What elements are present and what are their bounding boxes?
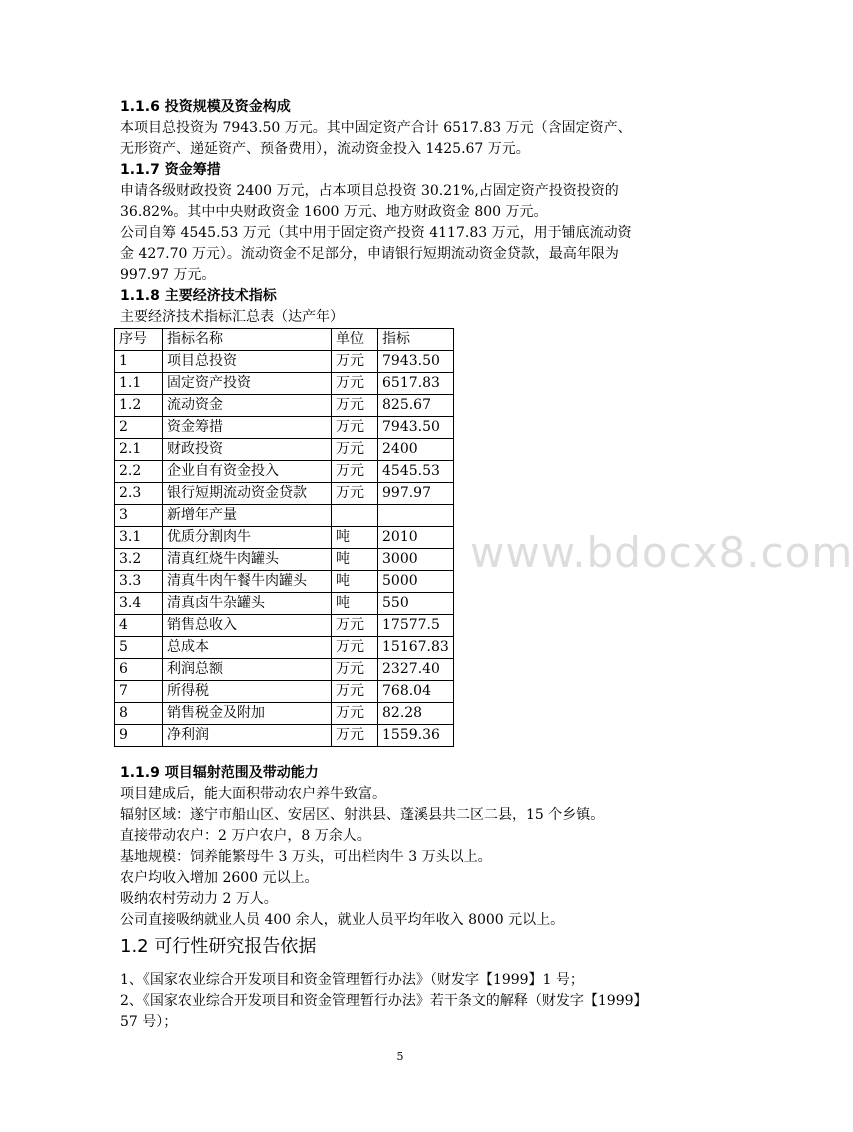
paragraph-line: 2、《国家农业综合开发项目和资金管理暂行办法》若干条文的解释（财发字【1999】: [120, 993, 648, 1009]
table-cell: 17577.5: [378, 615, 454, 637]
table-caption: 主要经济技术指标汇总表（达产年）: [120, 309, 344, 325]
paragraph-line: 57 号）；: [120, 1014, 178, 1030]
table-cell: 新增年产量: [163, 505, 332, 527]
table-cell: 82.28: [378, 703, 454, 725]
table-cell: 2.3: [115, 483, 163, 505]
table-cell: 固定资产投资: [163, 373, 332, 395]
table-cell: 销售税金及附加: [163, 703, 332, 725]
page-number: 5: [396, 1050, 404, 1063]
paragraph-line: 金 427.70 万元）。流动资金不足部分，申请银行短期流动资金贷款，最高年限为: [120, 246, 619, 262]
table-row: [115, 659, 454, 681]
table-cell: 万元: [332, 461, 378, 483]
paragraph-line: 36.82%。其中中央财政资金 1600 万元、地方财政资金 800 万元。: [120, 204, 548, 220]
table-cell: 2010: [378, 527, 454, 549]
paragraph-line: 农户均收入增加 2600 元以上。: [120, 870, 319, 886]
table-cell: 流动资金: [163, 395, 332, 417]
table-row: [115, 637, 454, 659]
table-row: [115, 505, 454, 527]
table-cell: 768.04: [378, 681, 454, 703]
heading-1-1-9: 1.1.9 项目辐射范围及带动能力: [120, 765, 319, 781]
table-row: [115, 615, 454, 637]
table-row: [115, 351, 454, 373]
table-cell: 2400: [378, 439, 454, 461]
table-cell: 清真牛肉午餐牛肉罐头: [163, 571, 332, 593]
header-cell: 指标名称: [163, 329, 332, 351]
table-row: [115, 703, 454, 725]
paragraph-line: 吸纳农村劳动力 2 万人。: [120, 891, 278, 907]
paragraph-line: 项目建成后，能大面积带动农户养牛致富。: [120, 786, 386, 802]
table-cell: 吨: [332, 527, 378, 549]
paragraph-line: 基地规模：饲养能繁母牛 3 万头，可出栏肉牛 3 万头以上。: [120, 849, 492, 865]
table-cell: 2.1: [115, 439, 163, 461]
paragraph-line: 公司直接吸纳就业人员 400 余人，就业人员平均年收入 8000 元以上。: [120, 912, 565, 928]
table-cell: 万元: [332, 417, 378, 439]
table-cell: 销售总收入: [163, 615, 332, 637]
table-cell: 净利润: [163, 725, 332, 747]
table-cell: 2: [115, 417, 163, 439]
table-cell: 7: [115, 681, 163, 703]
heading-1-1-7: 1.1.7 资金筹措: [120, 162, 221, 178]
table-cell: 万元: [332, 703, 378, 725]
table-cell: 3.1: [115, 527, 163, 549]
table-header-row: [115, 329, 454, 351]
table-cell: 6517.83: [378, 373, 454, 395]
watermark: www.bdocx8.com: [470, 528, 853, 577]
table-cell: 6: [115, 659, 163, 681]
table-cell: 资金筹措: [163, 417, 332, 439]
table-row: [115, 395, 454, 417]
table-cell: [378, 505, 454, 527]
table-cell: 1.2: [115, 395, 163, 417]
table-row: [115, 461, 454, 483]
paragraph-line: 辐射区域：遂宁市船山区、安居区、射洪县、蓬溪县共二区二县，15 个乡镇。: [120, 807, 605, 823]
table-cell: 吨: [332, 571, 378, 593]
table-cell: 万元: [332, 483, 378, 505]
table-cell: 3000: [378, 549, 454, 571]
table-cell: 3: [115, 505, 163, 527]
table-cell: 所得税: [163, 681, 332, 703]
table-cell: 825.67: [378, 395, 454, 417]
table-cell: 5: [115, 637, 163, 659]
table-cell: 7943.50: [378, 417, 454, 439]
table-cell: 财政投资: [163, 439, 332, 461]
table-cell: 项目总投资: [163, 351, 332, 373]
table-cell: 万元: [332, 395, 378, 417]
header-cell: 指标: [378, 329, 454, 351]
heading-1-1-6: 1.1.6 投资规模及资金构成: [120, 99, 291, 115]
table-row: [115, 681, 454, 703]
table-cell: 3.4: [115, 593, 163, 615]
table-cell: 利润总额: [163, 659, 332, 681]
table-cell: 万元: [332, 725, 378, 747]
table-cell: 8: [115, 703, 163, 725]
table-cell: 997.97: [378, 483, 454, 505]
table-cell: 7943.50: [378, 351, 454, 373]
paragraph-line: 公司自筹 4545.53 万元（其中用于固定资产投资 4117.83 万元，用于铺底流动资: [120, 225, 632, 241]
paragraph-line: 申请各级财政投资 2400 万元，占本项目总投资 30.21%,占固定资产投资投资的: [120, 183, 619, 199]
table-cell: 2.2: [115, 461, 163, 483]
table-row: [115, 483, 454, 505]
table-cell: 2327.40: [378, 659, 454, 681]
header-cell: 序号: [115, 329, 163, 351]
indicator-table: [114, 328, 454, 747]
table-cell: 1559.36: [378, 725, 454, 747]
table-cell: 万元: [332, 439, 378, 461]
table-cell: 吨: [332, 549, 378, 571]
table-row: [115, 527, 454, 549]
table-cell: 万元: [332, 681, 378, 703]
heading-1-1-8: 1.1.8 主要经济技术指标: [120, 288, 277, 304]
table-cell: 银行短期流动资金贷款: [163, 483, 332, 505]
table-row: [115, 725, 454, 747]
table-cell: 优质分割肉牛: [163, 527, 332, 549]
table-cell: 万元: [332, 637, 378, 659]
table-row: [115, 593, 454, 615]
table-row: [115, 373, 454, 395]
table-cell: 3.2: [115, 549, 163, 571]
table-cell: [332, 505, 378, 527]
table-row: [115, 549, 454, 571]
table-cell: 550: [378, 593, 454, 615]
header-cell: 单位: [332, 329, 378, 351]
table-cell: 企业自有资金投入: [163, 461, 332, 483]
table-cell: 3.3: [115, 571, 163, 593]
table-cell: 万元: [332, 659, 378, 681]
paragraph-line: 无形资产、递延资产、预备费用），流动资金投入 1425.67 万元。: [120, 141, 530, 157]
table-cell: 4545.53: [378, 461, 454, 483]
table-cell: 万元: [332, 351, 378, 373]
heading-1-2: 1.2 可行性研究报告依据: [120, 936, 317, 957]
table-cell: 1.1: [115, 373, 163, 395]
table-row: [115, 571, 454, 593]
table-row: [115, 417, 454, 439]
table-cell: 9: [115, 725, 163, 747]
table-cell: 清真卤牛杂罐头: [163, 593, 332, 615]
paragraph-line: 1、《国家农业综合开发项目和资金管理暂行办法》（财发字【1999】1 号；: [120, 972, 584, 988]
table-cell: 1: [115, 351, 163, 373]
table-cell: 万元: [332, 615, 378, 637]
table-cell: 15167.83: [378, 637, 454, 659]
table-cell: 5000: [378, 571, 454, 593]
paragraph-line: 直接带动农户：2 万户农户，8 万余人。: [120, 828, 371, 844]
table-cell: 吨: [332, 593, 378, 615]
paragraph-line: 本项目总投资为 7943.50 万元。其中固定资产合计 6517.83 万元（含固定资产、: [120, 120, 632, 136]
table-cell: 4: [115, 615, 163, 637]
table-row: [115, 439, 454, 461]
table-cell: 清真红烧牛肉罐头: [163, 549, 332, 571]
table-cell: 总成本: [163, 637, 332, 659]
table-cell: 万元: [332, 373, 378, 395]
paragraph-line: 997.97 万元。: [120, 267, 216, 283]
